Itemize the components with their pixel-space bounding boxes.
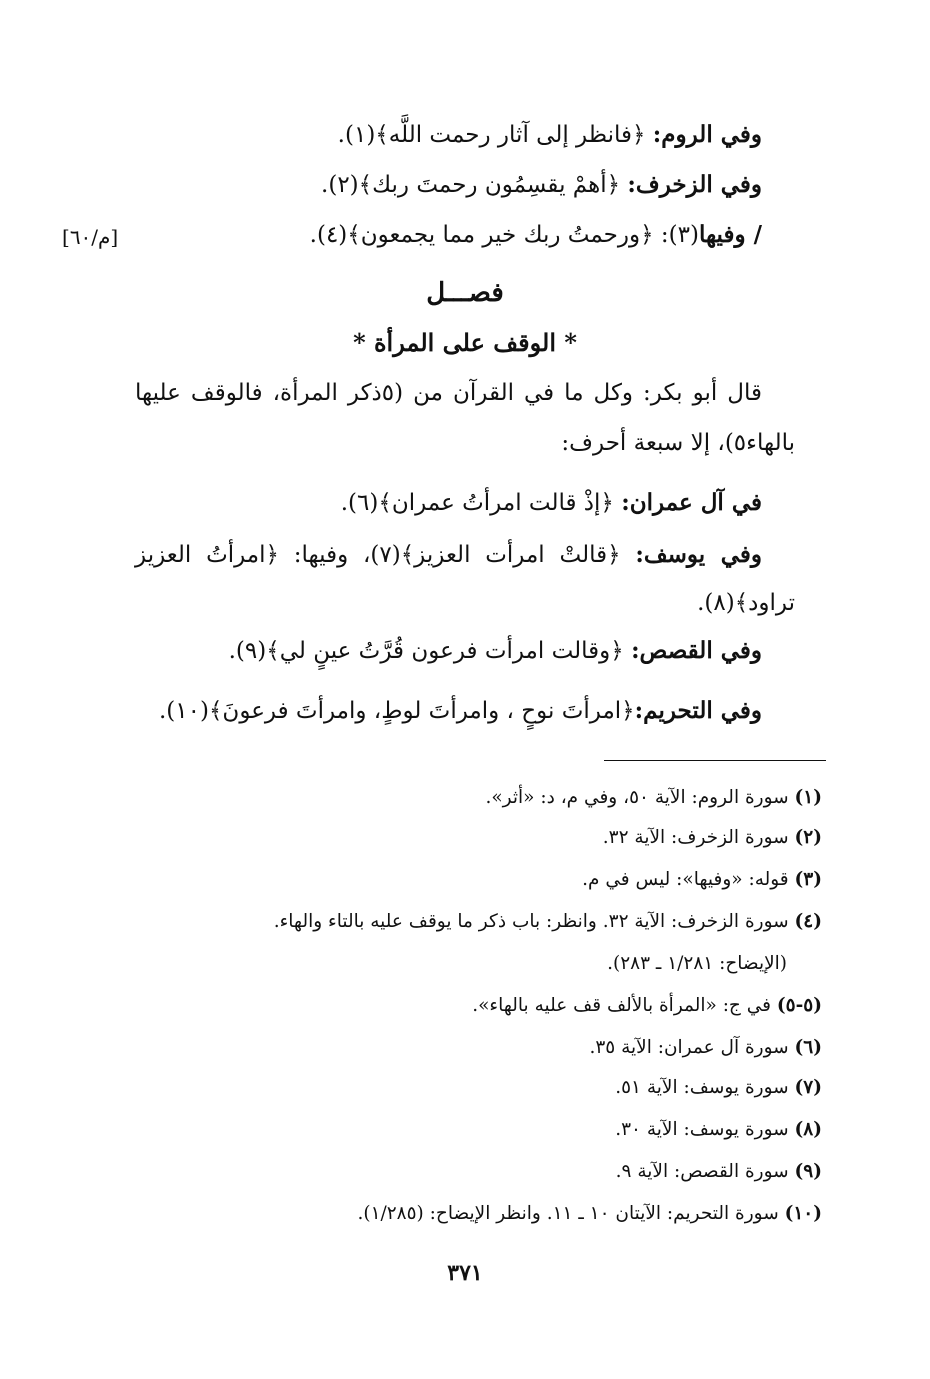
page-number: ٣٧١ xyxy=(447,1260,483,1286)
intro-line-2: بالهاء٥)، إلا سبعة أحرف: xyxy=(561,430,795,456)
footnote-text: سورة آل عمران: الآية ٣٥. xyxy=(589,1037,795,1058)
verse-label: وفي التحريم: xyxy=(634,697,762,724)
footnote-text: سورة يوسف: الآية ٣٠. xyxy=(615,1119,795,1140)
verse-line-zukhruf xyxy=(321,168,762,202)
footnote-number: (٣) xyxy=(794,869,822,890)
verse-line-rum xyxy=(338,118,762,152)
verse-text: (٣): ﴿ورحمتُ ربك خير مما يجمعون﴾(٤). xyxy=(309,222,699,248)
footnote-item xyxy=(357,1200,822,1228)
footnote-item xyxy=(274,908,822,936)
verse-line-yusuf xyxy=(135,538,762,572)
footnote-item xyxy=(615,1074,822,1102)
verse-line-qasas xyxy=(229,634,762,668)
verse-label: وفي القصص: xyxy=(631,637,762,664)
footnote-item xyxy=(616,1158,822,1186)
verse-text: ﴿فانظر إلى آثار رحمت اللَّه﴾(١). xyxy=(337,122,653,148)
footnote-number: (٤) xyxy=(794,911,822,932)
footnote-number: (١) xyxy=(794,787,822,808)
intro-line-1: قال أبو بكر: وكل ما في القرآن من (٥ذكر المرأة، فالوقف عليها xyxy=(135,380,762,406)
verse-label: / وفيها xyxy=(698,221,762,248)
footnote-number: (١٠) xyxy=(784,1203,822,1224)
footnote-separator xyxy=(604,760,826,761)
footnote-text: في ج: «المرأة بالألف قف عليه بالهاء». xyxy=(472,995,777,1016)
footnote-item xyxy=(615,1116,822,1144)
footnote-number: (٥-٥) xyxy=(776,995,822,1016)
footnote-number: (٦) xyxy=(794,1037,822,1058)
footnote-item xyxy=(582,866,822,894)
footnote-text: سورة يوسف: الآية ٥١. xyxy=(615,1077,795,1098)
footnote-text: سورة الروم: الآية ٥٠، وفي م، د: «أثر». xyxy=(485,787,795,808)
section-heading: فصـــل xyxy=(426,278,504,308)
verse-label: وفي الروم: xyxy=(652,121,762,148)
footnote-item xyxy=(472,992,822,1020)
footnote-number: (٧) xyxy=(794,1077,822,1098)
verse-text: ﴿امرأتَ نوحٍ ، وامرأتَ لوطٍ، وامرأتَ فرعونَ﴾(١٠). xyxy=(158,698,635,724)
footnote-text: سورة الزخرف: الآية ٣٢. وانظر: باب ذكر ما يوقف عليه بالتاء والهاء. xyxy=(273,911,795,932)
footnote-text: سورة التحريم: الآيتان ١٠ ـ ١١. وانظر الإيضاح: (١/٢٨٥). xyxy=(357,1203,785,1224)
footnote-item xyxy=(589,1034,822,1062)
verse-label: وفي يوسف: xyxy=(635,541,762,568)
footnote-text: سورة الزخرف: الآية ٣٢. xyxy=(602,827,795,848)
verse-line-wafiha xyxy=(310,218,762,252)
verse-line-yusuf-continued: تراود﴾(٨). xyxy=(697,590,795,616)
verse-text: ﴿قالتْ امرأت العزيز﴾(٧)، وفيها: ﴿امرأتُ العزيز xyxy=(135,542,636,568)
verse-line-al-imran xyxy=(341,486,762,520)
verse-text: ﴿وقالت امرأت فرعون قُرَّتُ عينٍ لي﴾(٩). xyxy=(228,638,632,664)
footnote-text: قوله: «وفيها»: ليس في م. xyxy=(582,869,795,890)
verse-text: ﴿إذْ قالت امرأتُ عمران﴾(٦). xyxy=(340,490,622,516)
footnote-item xyxy=(603,824,822,852)
manuscript-page-marker: [م/٦٠] xyxy=(62,225,119,249)
footnote-item xyxy=(485,784,822,812)
footnote-number: (٨) xyxy=(794,1119,822,1140)
verse-text: ﴿أهمْ يقسِمُون رحمتَ ربك﴾(٢). xyxy=(321,172,628,198)
verse-label: في آل عمران: xyxy=(621,489,762,516)
footnote-number: (٩) xyxy=(794,1161,822,1182)
section-subheading: * الوقف على المرأة * xyxy=(353,328,577,357)
verse-label: وفي الزخرف: xyxy=(627,171,762,198)
footnote-text: سورة القصص: الآية ٩. xyxy=(615,1161,795,1182)
footnote-continuation: (الإيضاح: ١/٢٨١ ـ ٢٨٣). xyxy=(607,953,787,974)
footnote-number: (٢) xyxy=(794,827,822,848)
verse-line-tahrim xyxy=(159,694,762,728)
